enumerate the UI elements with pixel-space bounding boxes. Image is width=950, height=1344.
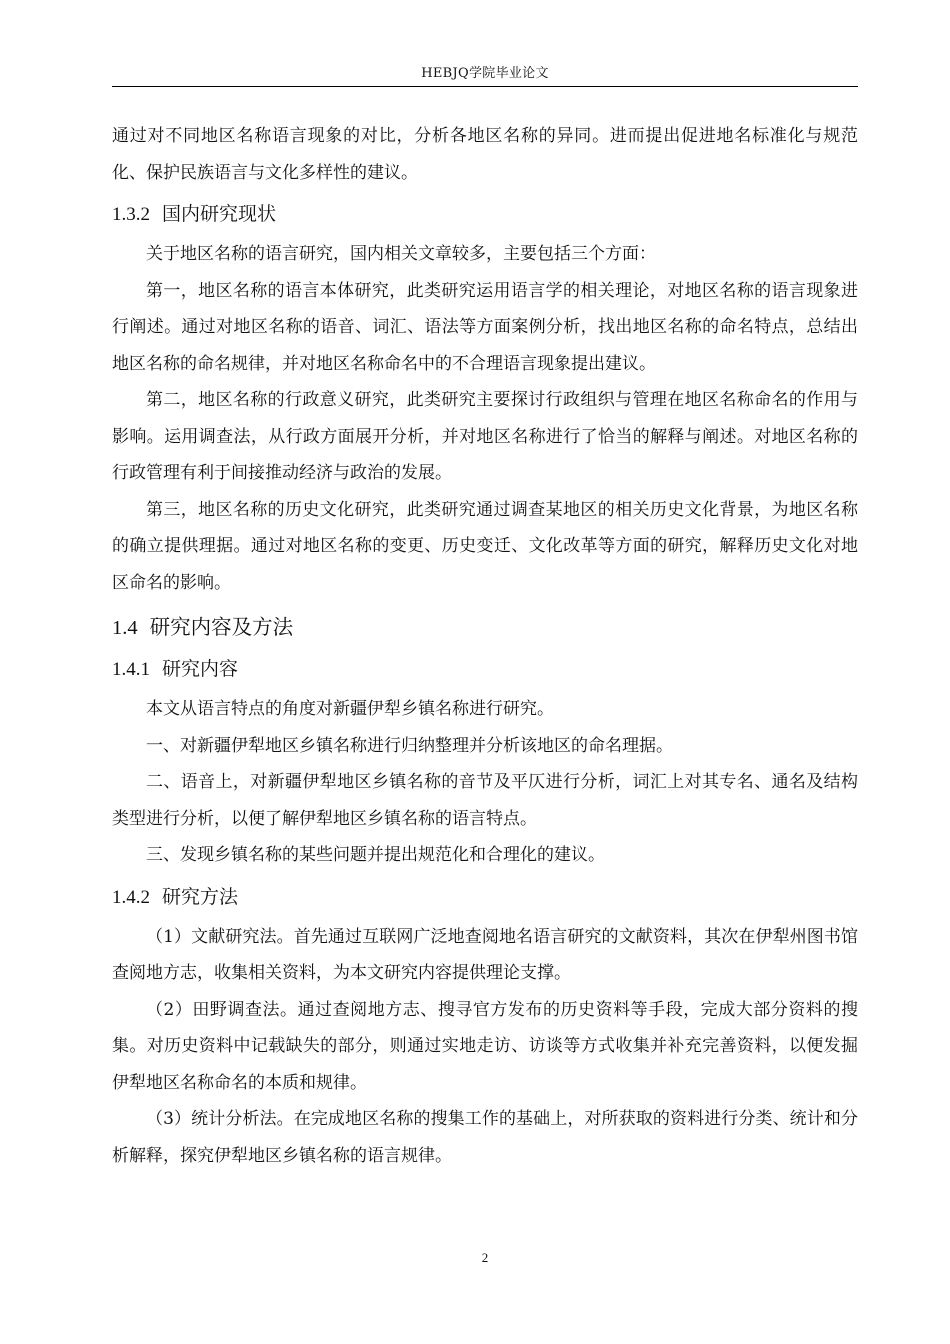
section-heading-1-4-2 (112, 880, 858, 915)
section-heading-1-4 (112, 609, 858, 646)
document-body (112, 118, 858, 1174)
paragraph: 第二，地区名称的行政意义研究，此类研究主要探讨行政组织与管理在地区名称命名的作用与影响。运用调查法，从行政方面展开分析，并对地区名称进行了恰当的解释与阐述。对地区名称的行政管理有利于间接推动经济与政治的发展。 (112, 390, 858, 483)
paragraph: 本文从语言特点的角度对新疆伊犁乡镇名称进行研究。 (146, 699, 554, 719)
paragraph: 第三，地区名称的历史文化研究，此类研究通过调查某地区的相关历史文化背景，为地区名称的确立提供理据。通过对地区名称的变更、历史变迁、文化改革等方面的研究，解释历史文化对地区命名的影响。 (112, 499, 858, 593)
paragraph: 二、语音上，对新疆伊犁地区乡镇名称的音节及平仄进行分析，词汇上对其专名、通名及结构类型进行分析，以便了解伊犁地区乡镇名称的语言特点。 (112, 772, 858, 829)
page-header: HEBJQ学院毕业论文 (421, 66, 549, 81)
paragraph: 三、发现乡镇名称的某些问题并提出规范化和合理化的建议。 (146, 845, 605, 865)
page-number: 2 (481, 1250, 489, 1265)
paragraph: 关于地区名称的语言研究，国内相关文章较多，主要包括三个方面： (146, 244, 656, 264)
paragraph: （1）文献研究法。首先通过互联网广泛地查阅地名语言研究的文献资料，其次在伊犁州图书馆查阅地方志，收集相关资料，为本文研究内容提供理论支撑。 (112, 926, 858, 983)
header-divider (112, 86, 858, 87)
section-title: 研究内容及方法 (149, 615, 294, 639)
section-number: 1.4 (112, 617, 138, 639)
section-number: 1.3.2 (112, 204, 150, 225)
section-title: 国内研究现状 (162, 203, 277, 225)
paragraph: 第一，地区名称的语言本体研究，此类研究运用语言学的相关理论，对地区名称的语言现象进行阐述。通过对地区名称的语音、词汇、语法等方面案例分析，找出地区名称的命名特点，总结出地区名称的命名规律，并对地区名称命名中的不合理语言现象提出建议。 (112, 280, 858, 374)
section-number: 1.4.1 (112, 659, 150, 680)
paragraph: （2）田野调查法。通过查阅地方志、搜寻官方发布的历史资料等手段，完成大部分资料的搜集。对历史资料中记载缺失的部分，则通过实地走访、访谈等方式收集并补充完善资料，以便发掘伊犁地区名称命名的本质和规律。 (112, 999, 858, 1093)
section-heading-1-3-2 (112, 197, 858, 232)
section-number: 1.4.2 (112, 886, 150, 908)
section-title: 研究方法 (162, 885, 239, 908)
paragraph: 一、对新疆伊犁地区乡镇名称进行归纳整理并分析该地区的命名理据。 (146, 735, 673, 756)
paragraph-continued: 通过对不同地区名称语言现象的对比，分析各地区名称的异同。进而提出促进地名标准化与规范化、保护民族语言与文化多样性的建议。 (112, 126, 858, 183)
section-title: 研究内容 (162, 658, 239, 680)
paragraph: （3）统计分析法。在完成地区名称的搜集工作的基础上，对所获取的资料进行分类、统计和分析解释，探究伊犁地区乡镇名称的语言规律。 (112, 1109, 858, 1166)
section-heading-1-4-1 (112, 652, 858, 687)
